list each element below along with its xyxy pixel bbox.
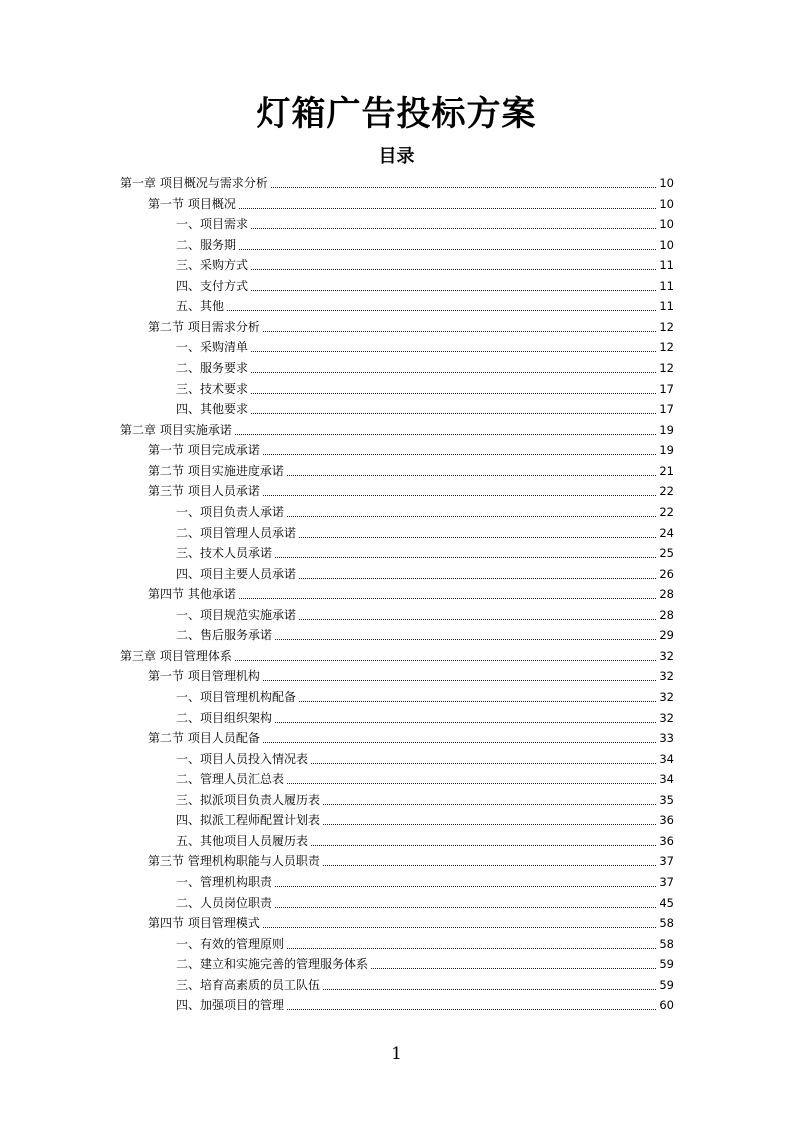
toc-dot-leader [251,269,656,270]
toc-entry[interactable] [176,254,674,274]
toc-entry-title: 四、拟派工程师配置计划表 [176,813,321,827]
toc-dot-leader [311,845,656,846]
toc-entry-page: 32 [659,690,674,704]
toc-entry[interactable] [176,398,674,418]
toc-entry-page: 29 [659,628,674,642]
toc-entry-page: 59 [659,957,674,971]
toc-entry-title: 四、其他要求 [176,402,249,416]
toc-entry-title: 一、管理机构职责 [176,875,273,889]
toc-entry-title: 第三章 项目管理体系 [120,649,232,663]
toc-entry-title: 四、项目主要人员承诺 [176,567,297,581]
toc-dot-leader [263,495,657,496]
toc-dot-leader [251,393,656,394]
toc-entry-page: 32 [659,669,674,683]
toc-entry-title: 第一节 项目概况 [148,197,236,211]
toc-entry-page: 37 [659,875,674,889]
toc-entry-page: 11 [659,258,674,272]
toc-dot-leader [275,639,656,640]
toc-entry[interactable] [148,480,674,500]
toc-entry[interactable] [176,563,674,583]
toc-entry-page: 35 [659,793,674,807]
toc-dot-leader [239,598,657,599]
toc-dot-leader [251,228,656,229]
toc-entry-title: 一、项目需求 [176,217,249,231]
toc-entry-page: 28 [659,608,674,622]
toc-entry[interactable] [148,912,674,932]
toc-entry[interactable] [176,768,674,788]
toc-entry[interactable] [176,624,674,644]
toc-entry-page: 45 [659,896,674,910]
toc-entry-title: 第四节 项目管理模式 [148,916,260,930]
toc-entry-title: 二、管理人员汇总表 [176,772,285,786]
toc-entry-page: 11 [659,279,674,293]
toc-entry-page: 34 [659,772,674,786]
toc-entry-title: 二、项目管理人员承诺 [176,526,297,540]
toc-entry-page: 28 [659,587,674,601]
toc-entry-title: 一、项目负责人承诺 [176,505,285,519]
toc-entry-title: 一、项目管理机构配备 [176,690,297,704]
toc-dot-leader [263,680,657,681]
toc-entry[interactable] [148,665,674,685]
toc-dot-leader [271,187,657,188]
toc-entry[interactable] [176,501,674,521]
toc-entry-page: 10 [659,217,674,231]
toc-entry-title: 第一节 项目管理机构 [148,669,260,683]
toc-dot-leader [263,927,657,928]
toc-entry-page: 12 [659,320,674,334]
toc-entry[interactable] [148,316,674,336]
toc-entry-title: 二、项目组织架构 [176,711,273,725]
toc-entry-page: 58 [659,916,674,930]
toc-dot-leader [287,783,656,784]
toc-dot-leader [371,968,656,969]
toc-entry[interactable] [176,707,674,727]
toc-entry-page: 32 [659,649,674,663]
toc-entry[interactable] [120,645,674,665]
toc-entry[interactable] [176,234,674,254]
toc-dot-leader [299,578,656,579]
toc-dot-leader [251,413,656,414]
toc-dot-leader [323,804,656,805]
toc-dot-leader [227,310,656,311]
toc-entry-page: 36 [659,813,674,827]
toc-entry-title: 五、其他项目人员履历表 [176,834,309,848]
toc-entry[interactable] [176,336,674,356]
toc-dot-leader [287,475,657,476]
toc-dot-leader [299,701,656,702]
toc-entry[interactable] [176,830,674,850]
toc-dot-leader [275,722,656,723]
toc-dot-leader [235,660,657,661]
toc-entry-page: 32 [659,711,674,725]
toc-entry[interactable] [176,378,674,398]
toc-entry-title: 第一节 项目完成承诺 [148,443,260,457]
toc-entry-title: 第三节 项目人员承诺 [148,484,260,498]
toc-dot-leader [275,907,656,908]
toc-entry[interactable] [148,193,674,213]
toc-entry-page: 34 [659,752,674,766]
toc-entry-title: 第一章 项目概况与需求分析 [120,176,268,190]
toc-entry-title: 二、服务期 [176,238,237,252]
toc-entry[interactable] [148,439,674,459]
toc-entry-page: 59 [659,978,674,992]
toc-entry[interactable] [148,583,674,603]
toc-entry[interactable] [176,686,674,706]
toc-entry-page: 22 [659,505,674,519]
toc-entry[interactable] [176,357,674,377]
toc-entry[interactable] [176,933,674,953]
toc-entry-page: 12 [659,340,674,354]
toc-dot-leader [299,619,656,620]
toc-entry-page: 10 [659,238,674,252]
toc-dot-leader [263,331,657,332]
toc-entry-page: 19 [659,443,674,457]
toc-entry-title: 三、拟派项目负责人履历表 [176,793,321,807]
toc-entry-title: 一、项目规范实施承诺 [176,608,297,622]
toc-entry[interactable] [176,953,674,973]
toc-dot-leader [287,1009,656,1010]
toc-entry-page: 58 [659,937,674,951]
toc-heading: 目录 [378,146,415,167]
toc-entry[interactable] [120,419,674,439]
toc-entry-page: 60 [659,998,674,1012]
toc-dot-leader [251,372,656,373]
toc-entry[interactable] [120,172,674,192]
toc-entry[interactable] [176,994,674,1014]
toc-dot-leader [299,537,656,538]
toc-entry-page: 19 [659,423,674,437]
toc-entry-page: 17 [659,382,674,396]
toc-dot-leader [323,865,657,866]
toc-entry-title: 一、项目人员投入情况表 [176,752,309,766]
toc-dot-leader [275,886,656,887]
toc-entry-page: 11 [659,299,674,313]
toc-entry-page: 10 [659,176,674,190]
toc-dot-leader [263,742,657,743]
toc-entry-page: 25 [659,546,674,560]
toc-entry-title: 三、技术人员承诺 [176,546,273,560]
toc-dot-leader [251,351,656,352]
toc-entry-page: 37 [659,854,674,868]
toc-entry[interactable] [176,871,674,891]
toc-dot-leader [287,948,656,949]
toc-entry[interactable] [176,522,674,542]
toc-dot-leader [251,290,656,291]
toc-dot-leader [323,989,656,990]
page-number: 1 [391,1044,402,1064]
toc-entry-title: 二、人员岗位职责 [176,896,273,910]
toc-entry[interactable] [176,295,674,315]
toc-entry-page: 10 [659,197,674,211]
toc-entry-page: 26 [659,567,674,581]
toc-entry-title: 五、其他 [176,299,225,313]
toc-entry[interactable] [176,213,674,233]
toc-entry[interactable] [176,789,674,809]
toc-entry-page: 12 [659,361,674,375]
toc-entry-title: 二、服务要求 [176,361,249,375]
toc-entry-title: 二、建立和实施完善的管理服务体系 [176,957,369,971]
toc-dot-leader [287,516,656,517]
toc-entry-title: 二、售后服务承诺 [176,628,273,642]
toc-entry[interactable] [176,748,674,768]
toc-entry[interactable] [176,809,674,829]
toc-entry-page: 24 [659,526,674,540]
toc-entry-page: 33 [659,731,674,745]
toc-entry-title: 四、支付方式 [176,279,249,293]
toc-entry-title: 第二章 项目实施承诺 [120,423,232,437]
toc-dot-leader [239,249,656,250]
toc-entry-page: 17 [659,402,674,416]
toc-entry-title: 三、培育高素质的员工队伍 [176,978,321,992]
toc-dot-leader [275,557,656,558]
toc-dot-leader [263,454,657,455]
toc-entry-title: 一、采购清单 [176,340,249,354]
toc-entry-title: 三、采购方式 [176,258,249,272]
toc-entry[interactable] [176,974,674,994]
toc-entry-page: 21 [659,464,674,478]
toc-dot-leader [323,824,656,825]
toc-entry-title: 第二节 项目人员配备 [148,731,260,745]
toc-dot-leader [239,208,657,209]
toc-entry[interactable] [148,460,674,480]
toc-entry-page: 22 [659,484,674,498]
toc-entry[interactable] [176,604,674,624]
toc-dot-leader [311,763,656,764]
toc-entry[interactable] [148,727,674,747]
toc-entry-title: 四、加强项目的管理 [176,998,285,1012]
toc-entry-title: 第二节 项目实施进度承诺 [148,464,284,478]
toc-entry[interactable] [176,892,674,912]
toc-entry-page: 36 [659,834,674,848]
toc-entry[interactable] [176,542,674,562]
toc-entry-title: 第四节 其他承诺 [148,587,236,601]
toc-entry[interactable] [148,850,674,870]
document-title: 灯箱广告投标方案 [256,94,537,134]
toc-entry-title: 三、技术要求 [176,382,249,396]
toc-dot-leader [235,434,657,435]
toc-entry-title: 一、有效的管理原则 [176,937,285,951]
toc-entry[interactable] [176,275,674,295]
toc-entry-title: 第二节 项目需求分析 [148,320,260,334]
toc-entry-title: 第三节 管理机构职能与人员职责 [148,854,320,868]
